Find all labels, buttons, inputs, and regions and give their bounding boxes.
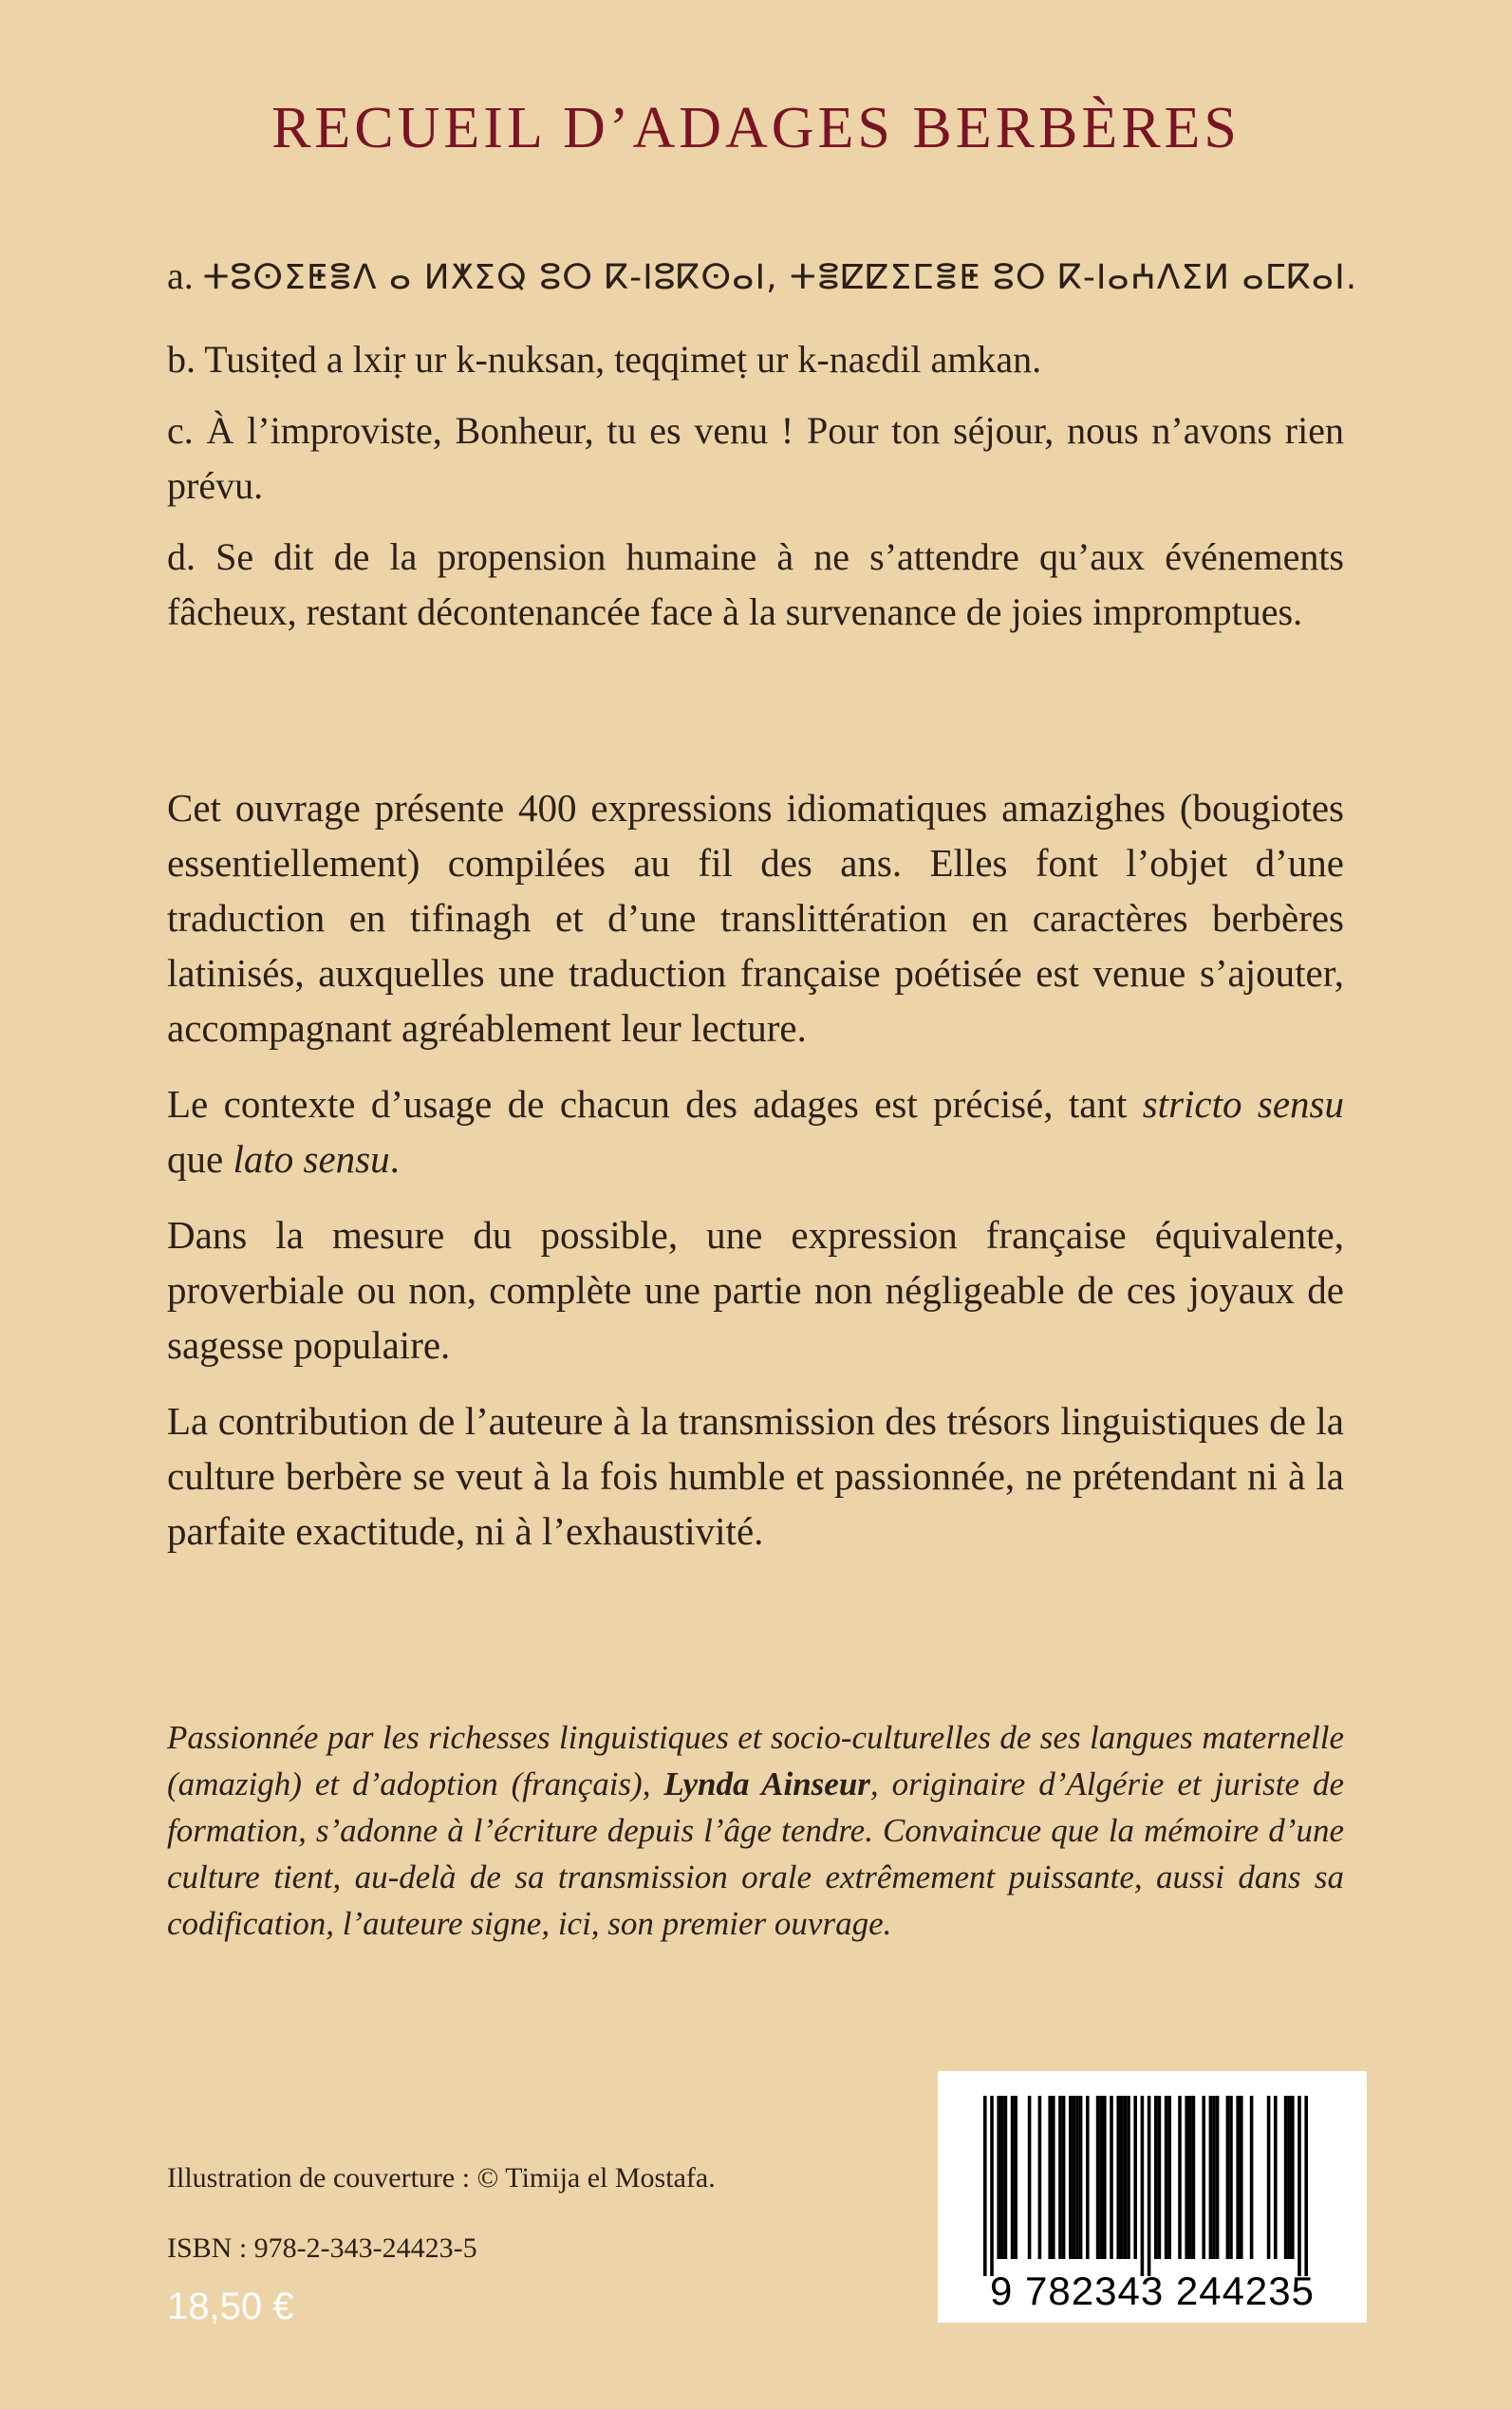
barcode-bar <box>1236 2096 1240 2259</box>
barcode <box>938 2071 1367 2323</box>
barcode-bar <box>1240 2096 1243 2259</box>
barcode-bar <box>1226 2096 1230 2259</box>
barcode-bar <box>1192 2096 1196 2259</box>
barcode-bar <box>1069 2096 1073 2259</box>
barcode-bar <box>1287 2096 1291 2259</box>
bio-text-a: Passionnée par les richesses linguistiques et socio-culturelles de ses langues maternelle (amazigh) et d’adoption (français), <box>167 1719 1344 1802</box>
barcode-bar <box>1291 2096 1295 2259</box>
author-name: Lynda Ainseur <box>663 1765 870 1802</box>
barcode-bar <box>1165 2096 1168 2259</box>
barcode-bar <box>1086 2096 1090 2259</box>
barcode-bar <box>1038 2096 1042 2259</box>
paragraph-2-text-b: que <box>167 1137 233 1181</box>
barcode-bar <box>1216 2096 1220 2259</box>
paragraph-1: Cet ouvrage présente 400 expressions idiomatiques amazighes (bougiotes essentiellement) compilées au fil des ans. Elles font l’objet d’une traduction en tifinagh et d’une translittération en caractères berbères latinisés, auxquelles une traduction française poétisée est venue s’ajouter, accompagnant agréablement leur lecture. <box>167 786 1344 1050</box>
barcode-bar <box>1154 2096 1158 2259</box>
paragraph-4: La contribution de l’auteure à la transmission des trésors linguistiques de la culture berbère se veut à la fois humble et passionnée, ne prétendant ni à la parfaite exactitude, ni à l’exhaustivité. <box>167 1399 1344 1553</box>
example-c: c. À l’improviste, Bonheur, tu es venu ! Pour ton séjour, nous n’avons rien prévu. <box>167 409 1344 507</box>
barcode-bar <box>1103 2096 1107 2259</box>
barcode-bar <box>1048 2096 1052 2259</box>
paragraph-2 <box>167 1076 1344 1186</box>
barcode-bar <box>990 2096 994 2276</box>
barcode-bar <box>1058 2096 1062 2259</box>
author-bio <box>167 1714 1344 1947</box>
barcode-digits: 9 782343 244235 <box>990 2269 1315 2313</box>
paragraph-3: Dans la mesure du possible, une expression française équivalente, proverbiale ou non, complète une partie non négligeable de ces joyaux de sagesse populaire. <box>167 1213 1344 1367</box>
bio-text <box>167 1714 1344 1947</box>
barcode-bar <box>1267 2096 1271 2259</box>
barcode-bar <box>1158 2096 1162 2259</box>
paragraph-2-text-c: . <box>389 1137 400 1181</box>
barcode-bar <box>1028 2096 1032 2259</box>
barcode-bar <box>997 2096 1000 2259</box>
barcode-bar <box>1014 2096 1017 2259</box>
bio-text-b: , originaire d’Algérie et juriste de formation, s’adonne à l’écriture depuis l’âge tendre. Convaincue que la mémoire d’une culture tient, au-delà de sa transmission orale extrêmement puissante, aussi dans sa codification, l’auteure signe, ici, son premier ouvrage. <box>167 1765 1344 1942</box>
barcode-bar <box>1124 2096 1128 2259</box>
barcode-bar <box>1304 2096 1308 2276</box>
barcode-bar <box>1096 2096 1100 2259</box>
illustration-credit: Illustration de couverture : © Timija el Mostafa. <box>167 2162 716 2194</box>
example-b: b. Tusiṭed a lxiṛ ur k-nuksan, teqqimeṭ ur k-naɛdil amkan. <box>167 338 1042 381</box>
paragraph-2-italic-2: lato sensu <box>233 1137 390 1181</box>
barcode-bar <box>1133 2096 1137 2259</box>
example-a <box>167 249 1357 306</box>
barcode-bar <box>1274 2096 1278 2259</box>
barcode-bar <box>1250 2096 1254 2259</box>
example-d: d. Se dit de la propension humaine à ne s’attendre qu’aux événements fâcheux, restant décontenancée face à la survenance de joies impromptues. <box>167 535 1344 633</box>
barcode-bar <box>1297 2096 1301 2276</box>
example-a-tifinagh: ⵜⵓⵙⵉⵟⴻⴷ ⴰ ⵍⵅⵉⵕ ⵓⵔ ⴽ-ⵏⵓⴽⵙⴰⵏ, ⵜⴻⵇⵇⵉⵎⴻⵟ ⵓⵔ ⴽ-ⵏⴰⵄⴷⵉⵍ ⴰⵎⴽⴰⵏ. <box>202 258 1358 297</box>
barcode-bar <box>1209 2096 1213 2259</box>
description <box>167 780 1344 1559</box>
barcode-bar <box>1178 2096 1182 2259</box>
paragraph-2-text-a: Le contexte d’usage de chacun des adages est précisé, tant <box>167 1082 1143 1126</box>
barcode-bar <box>1148 2096 1151 2276</box>
barcode-bar <box>1011 2096 1015 2259</box>
barcode-bar <box>1075 2096 1079 2259</box>
price: 18,50 € <box>167 2286 294 2327</box>
example-a-label: a. <box>167 254 194 297</box>
paragraph-2-italic-1: stricto sensu <box>1142 1082 1344 1126</box>
examples <box>167 332 1344 640</box>
barcode-bar <box>1167 2096 1171 2259</box>
barcode-bar <box>1099 2096 1103 2259</box>
barcode-bar <box>1202 2096 1205 2259</box>
barcode-bar <box>1000 2096 1004 2259</box>
barcode-bar <box>1141 2096 1145 2276</box>
barcode-bar <box>1185 2096 1188 2259</box>
barcode-bar <box>1284 2096 1288 2259</box>
barcode-bar <box>1110 2096 1113 2259</box>
barcode-bar <box>1229 2096 1233 2259</box>
barcode-bar <box>1079 2096 1083 2259</box>
isbn: ISBN : 978-2-343-24423-5 <box>167 2232 477 2264</box>
barcode-bar <box>1004 2096 1008 2259</box>
barcode-bar <box>1212 2096 1216 2259</box>
barcode-bar <box>1120 2096 1124 2259</box>
barcode-bar <box>1127 2096 1130 2259</box>
barcode-bar <box>1052 2096 1055 2259</box>
barcode-bar <box>983 2096 987 2276</box>
barcode-bar <box>1116 2096 1120 2259</box>
barcode-bar <box>1062 2096 1066 2259</box>
barcode-bar <box>1073 2096 1076 2259</box>
book-title: RECUEIL D’ADAGES BERBÈRES <box>271 96 1241 160</box>
barcode-bar <box>1188 2096 1192 2259</box>
